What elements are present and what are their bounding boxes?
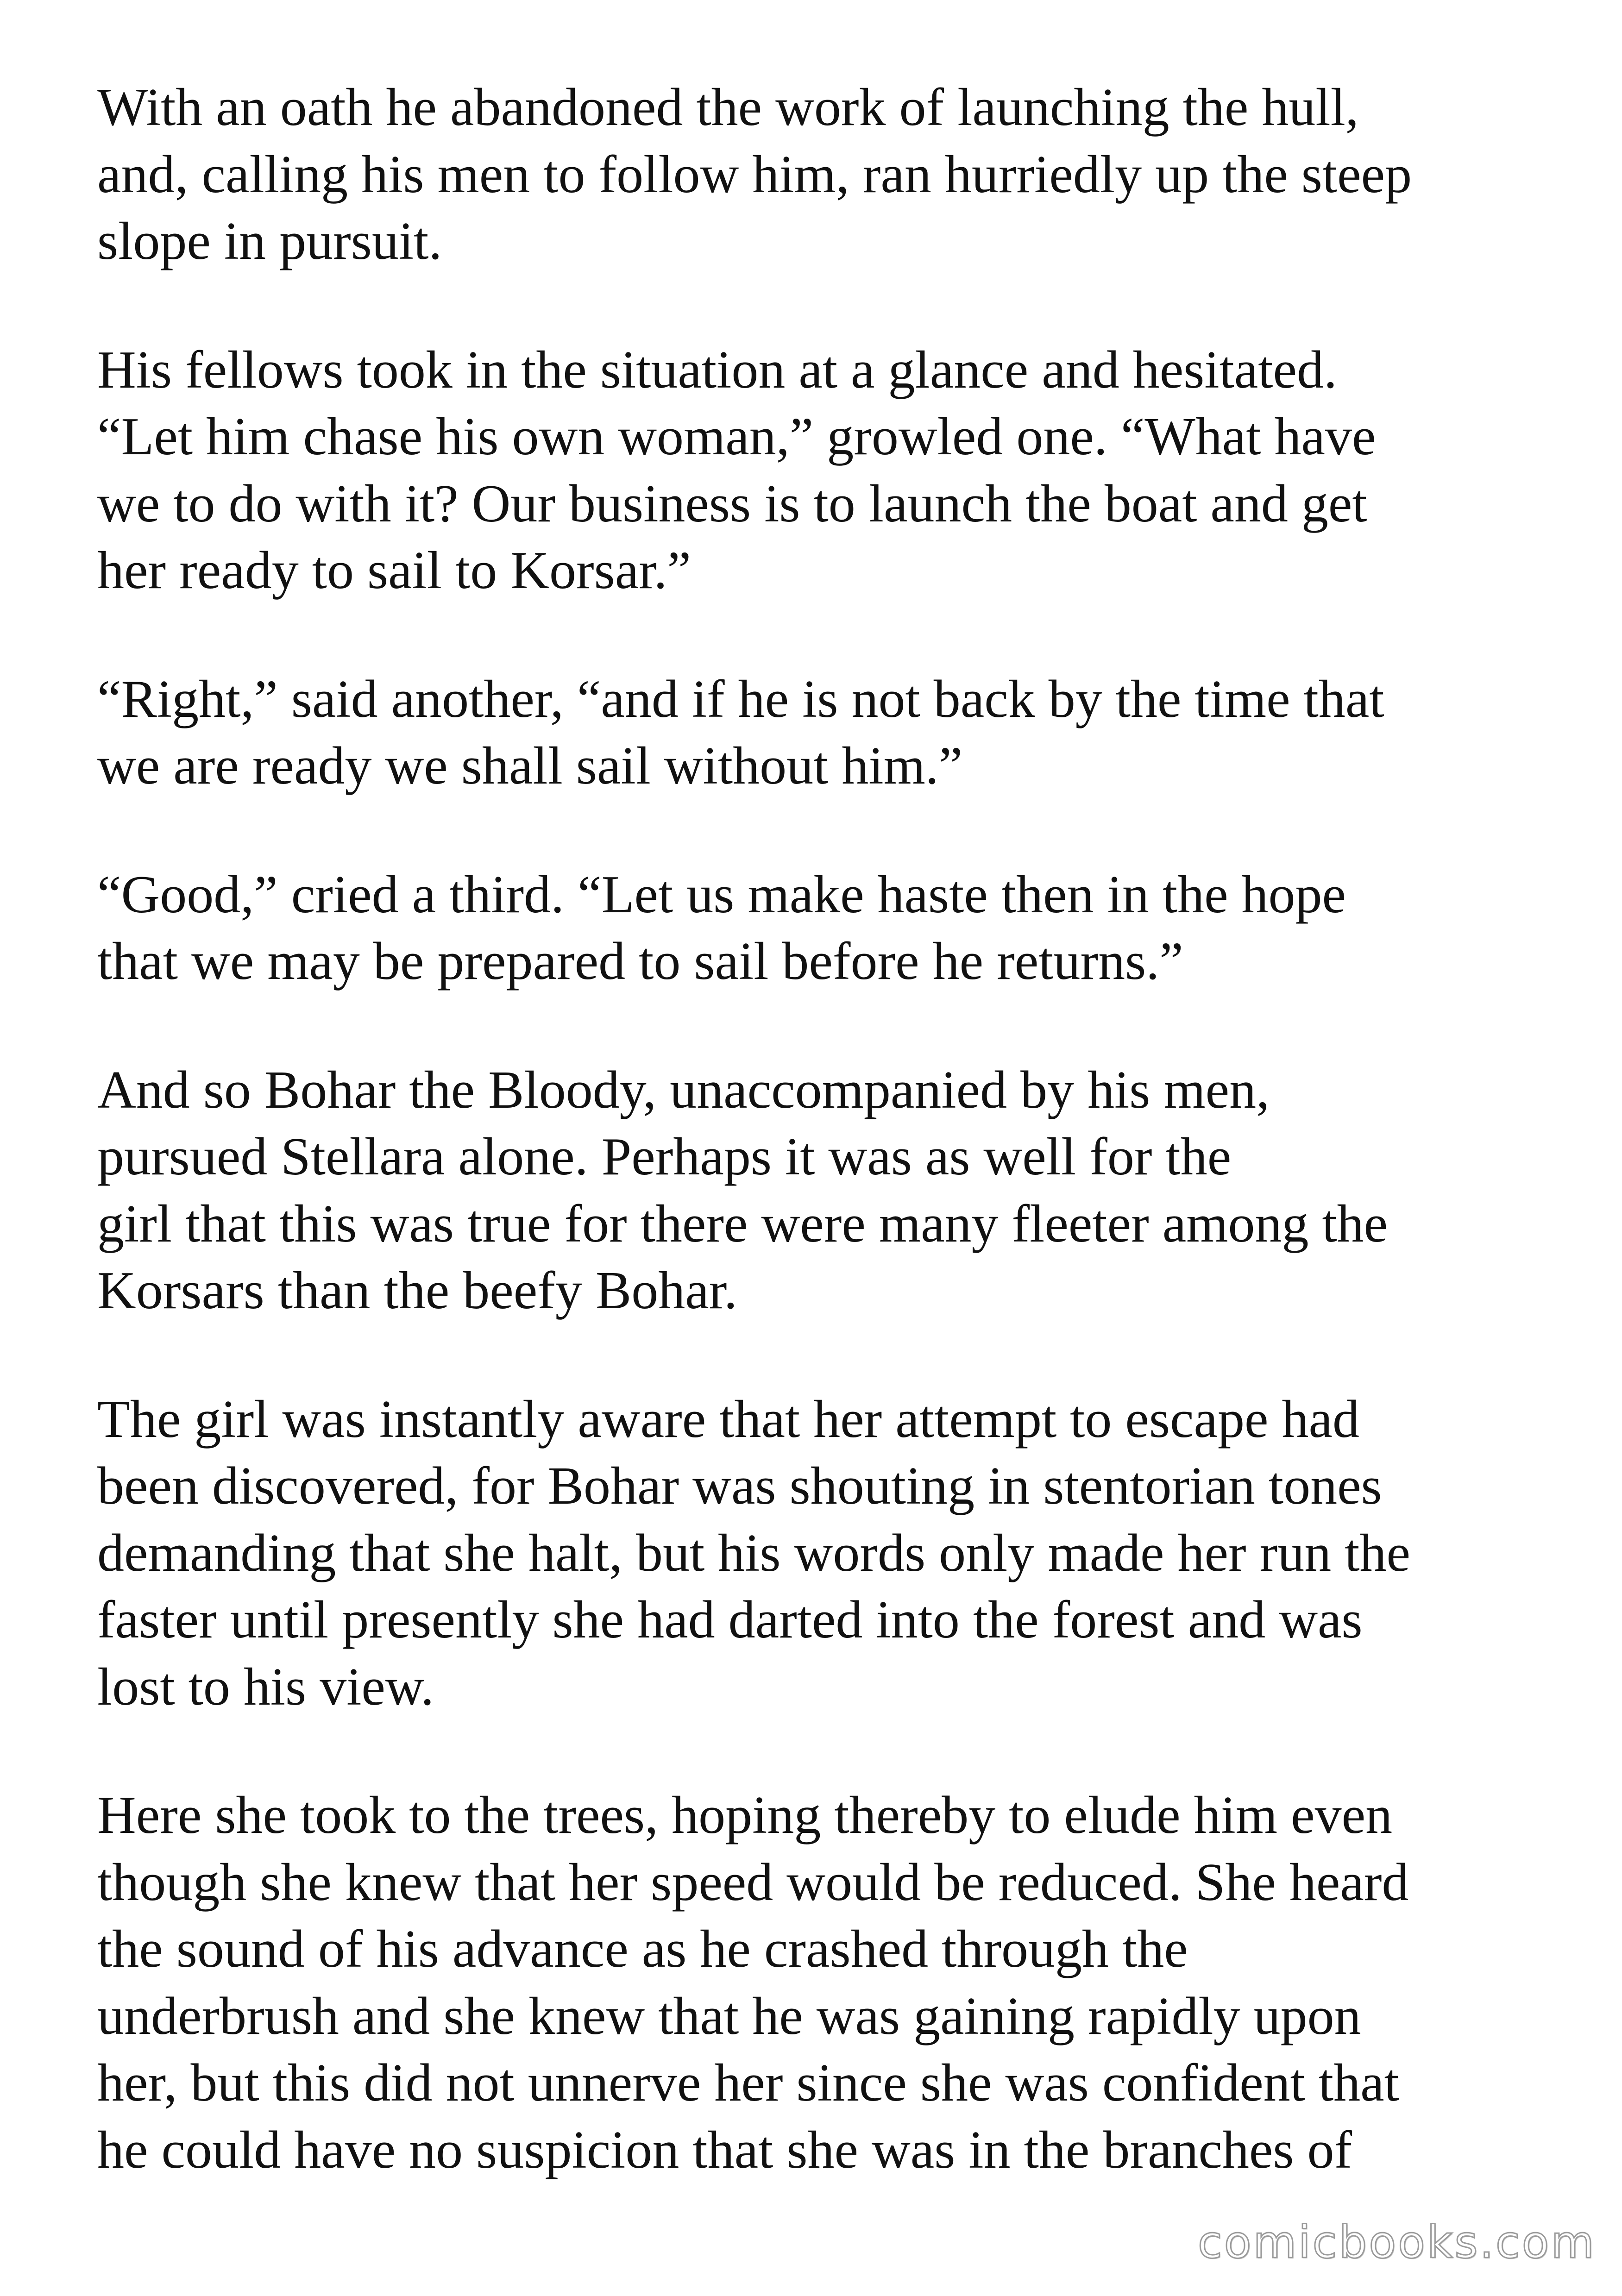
text-line: And so Bohar the Bloody, unaccompanied by his men,: [97, 1060, 1270, 1120]
text-line: that we may be prepared to sail before he returns.”: [97, 932, 1183, 991]
text-line: her ready to sail to Korsar.”: [97, 541, 692, 600]
text-line: Korsars than the beefy Bohar.: [97, 1261, 737, 1320]
text-line: her, but this did not unnerve her since she was confident that: [97, 2053, 1399, 2113]
text-line: we are ready we shall sail without him.”: [97, 736, 963, 796]
text-line: underbrush and she knew that he was gaining rapidly upon: [97, 1986, 1361, 2046]
text-line: been discovered, for Bohar was shouting in stentorian tones: [97, 1456, 1382, 1516]
text-line: and, calling his men to follow him, ran hurriedly up the steep: [97, 144, 1412, 204]
body-text: [97, 74, 1552, 2245]
watermark: comicbooks.com: [1197, 2216, 1596, 2268]
text-line: With an oath he abandoned the work of launching the hull,: [97, 78, 1359, 137]
text-line: faster until presently she had darted into the forest and was: [97, 1590, 1363, 1650]
text-line: “Let him chase his own woman,” growled one. “What have: [97, 407, 1376, 466]
text-line: we to do with it? Our business is to launch the boat and get: [97, 474, 1367, 533]
paragraph: [97, 1386, 1552, 1721]
text-line: pursued Stellara alone. Perhaps it was as well for the: [97, 1127, 1232, 1186]
text-line: The girl was instantly aware that her attempt to escape had: [97, 1389, 1359, 1449]
text-line: he could have no suspicion that she was in the branches of: [97, 2120, 1352, 2180]
text-line: “Good,” cried a third. “Let us make haste then in the hope: [97, 865, 1346, 924]
text-line: slope in pursuit.: [97, 212, 442, 271]
paragraph: [97, 666, 1552, 800]
paragraph: [97, 74, 1552, 275]
text-line: demanding that she halt, but his words only made her run the: [97, 1523, 1410, 1583]
text-line: “Right,” said another, “and if he is not back by the time that: [97, 669, 1384, 729]
paragraph: [97, 337, 1552, 604]
text-line: His fellows took in the situation at a glance and hesitated.: [97, 340, 1338, 400]
text-line: though she knew that her speed would be reduced. She heard: [97, 1852, 1409, 1912]
paragraph: [97, 1057, 1552, 1324]
paragraph: [97, 1782, 1552, 2183]
text-line: girl that this was true for there were many fleeter among the: [97, 1194, 1388, 1254]
text-line: the sound of his advance as he crashed through the: [97, 1920, 1188, 1979]
text-line: lost to his view.: [97, 1657, 434, 1717]
paragraph: [97, 861, 1552, 995]
text-line: Here she took to the trees, hoping thereby to elude him even: [97, 1786, 1393, 1845]
